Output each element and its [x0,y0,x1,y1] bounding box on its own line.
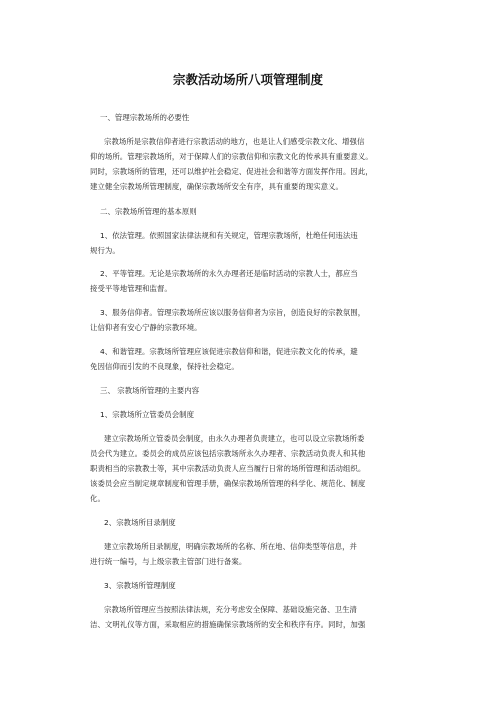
paragraph-line: 2、平等管理。无论是宗教场所的永久办理者还是临时活动的宗教人士，都应当 [100,269,358,278]
paragraph-line: 洁、文明礼仪等方面，采取相应的措施确保宗教场所的安全和秩序有序。同时，加强 [90,620,366,629]
paragraph-line: 同时，宗教场所的管理，还可以维护社会稳定、促进社会和谐等方面发挥作用。因此， [90,167,373,176]
section-heading-3: 三、 宗教场所管理的主要内容 [100,386,200,395]
paragraph-line: 免因信仰而引发的不良现象，保持社会稳定。 [90,362,239,371]
paragraph-line: 1、依法管理。依照国家法律法规和有关规定，管理宗教场所，杜绝任何违法违 [100,231,358,240]
paragraph-line: 进行统一编号，与上级宗教主管部门进行备案。 [90,557,247,566]
paragraph-line: 规行为。 [90,246,120,255]
paragraph-line: 建立宗教场所目录制度，明确宗教场所的名称、所在地、信仰类型等信息，并 [104,542,357,551]
paragraph-line: 让信仰者有安心宁静的宗教环境。 [90,323,202,332]
paragraph-line: 仰的场所。管理宗教场所，对于保障人们的宗教信仰和宗教文化的传承具有重要意义。 [90,152,373,161]
paragraph-line: 4、和谐管理。宗教场所管理应该促进宗教信仰和谐，促进宗教文化的传承，避 [100,347,358,356]
paragraph-line: 宗教场所是宗教信仰者进行宗教活动的地方，也是让人们感受宗教文化、增强信 [104,137,365,146]
paragraph-line: 职责相当的宗教教士等，其中宗教活动负责人应当履行日常的场所管理和活动组织。 [90,464,366,473]
paragraph-line: 接受平等地管理和监督。 [90,284,172,293]
paragraph-line: 化。 [90,494,105,503]
section-heading-2: 二、宗教场所管理的基本原则 [100,207,197,216]
paragraph-line: 员会代为建立。委员会的成员应该包括宗教场所永久办理者、宗教活动负责人和其他 [90,449,366,458]
paragraph-line: 该委员会应当制定规章制度和管理手册，确保宗教场所管理的科学化、规范化、制度 [90,479,366,488]
paragraph-line: 3、服务信仰者。管理宗教场所应该以服务信仰者为宗旨，创造良好的宗教氛围， [100,308,366,317]
paragraph-line: 宗教场所管理应当按照法律法规，充分考虑安全保障、基础设施完备、卫生清 [104,605,357,614]
document-title: 宗教活动场所八项管理制度 [172,72,323,87]
section-heading-1: 一、管理宗教场所的必要性 [100,113,190,122]
paragraph-line: 建立宗教场所立管委员会制度，由永久办理者负责建立，也可以设立宗教场所委 [104,434,365,443]
paragraph-line: 建立健全宗教场所管理制度，确保宗教场所安全有序，具有重要的现实意义。 [90,182,343,191]
subsection-heading: 1、宗教场所立管委员会制度 [100,410,195,419]
subsection-heading: 3、宗教场所管理制度 [104,581,176,590]
subsection-heading: 2、宗教场所目录制度 [104,518,176,527]
